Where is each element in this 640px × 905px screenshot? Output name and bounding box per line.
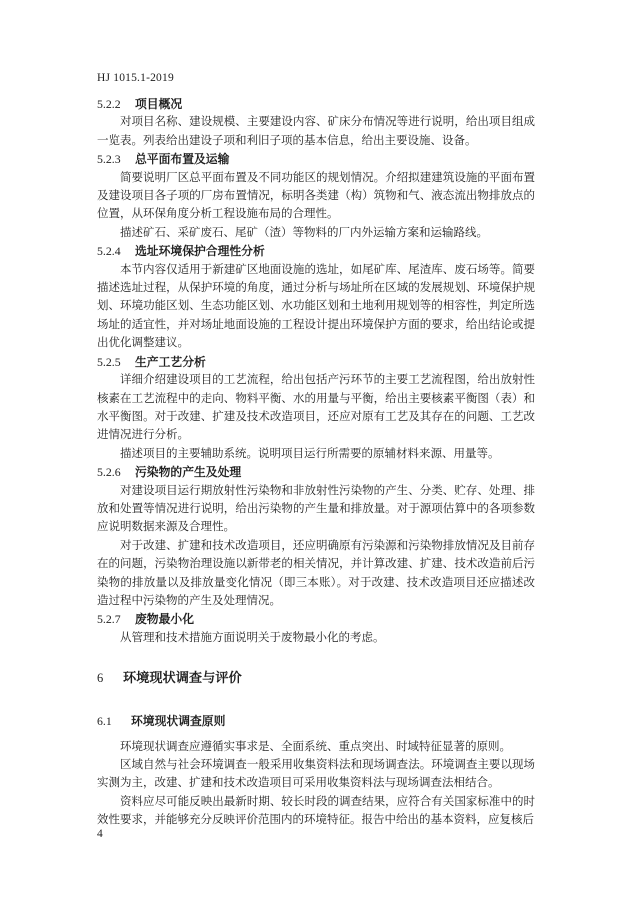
section-title: 选址环境保护合理性分析 <box>135 244 265 259</box>
paragraph: 对项目名称、建设规模、主要建设内容、矿床分布情况等进行说明，给出项目组成一览表。列表给出建设子项和利旧子项的基本信息，给出主要设施、设备。 <box>97 116 535 147</box>
section-number: 6 <box>97 671 104 686</box>
paragraph: 对于改建、扩建和技术改造项目，还应明确原有污染源和污染物排放情况及目前存在的问题，污染物治理设施以新带老的相关情况，并计算改建、扩建、技术改造前后污染物的排放量以及排放量变化情况（即三本账）。对于改建、技术改造项目还应描述改造过程中污染物的产生及处理情况。 <box>97 539 535 607</box>
document-body <box>97 95 535 830</box>
section-number: 5.2.4 <box>97 244 121 259</box>
section-number: 5.2.7 <box>97 612 121 627</box>
paragraph: 详细介绍建设项目的工艺流程，给出包括产污环节的主要工艺流程图，给出放射性核素在工艺流程中的走向、物料平衡、水的用量与平衡，给出主要核素平衡图（表）和水平衡图。对于改建、扩建及技术改造项目，还应对原有工艺及其存在的问题、工艺改进情况进行分析。 <box>97 374 535 442</box>
section-title: 总平面布置及运输 <box>135 152 230 167</box>
paragraph: 描述项目的主要辅助系统。说明项目运行所需要的原辅材料来源、用量等。 <box>120 447 500 460</box>
section-number: 5.2.2 <box>97 97 121 111</box>
section-title: 环境现状调查与评价 <box>123 670 242 686</box>
paragraph: 资料应尽可能反映出最新时期、较长时段的调查结果，应符合有关国家标准中的时效性要求，并能够充分反映评价范围内的环境特征。报告中给出的基本资料，应复核后 <box>97 795 535 827</box>
section-heading-5-2-2 <box>97 95 535 113</box>
page-number: 4 <box>97 828 103 840</box>
paragraph: 环境现状调查应遵循实事求是、全面系统、重点突出、时域特征显著的原则。 <box>120 740 511 753</box>
paragraph: 描述矿石、采矿废石、尾矿（渣）等物料的厂内外运输方案和运输路线。 <box>120 226 488 239</box>
section-heading-5-2-5 <box>97 353 535 371</box>
section-number: 5.2.5 <box>97 354 121 369</box>
section-heading-6-1 <box>97 712 535 730</box>
section-title: 污染物的产生及处理 <box>135 465 242 480</box>
section-heading-5-2-4 <box>97 242 535 260</box>
section-number: 6.1 <box>97 714 112 729</box>
section-title: 废物最小化 <box>135 612 194 627</box>
document-code-header: HJ 1015.1-2019 <box>97 72 174 84</box>
paragraph: 区域自然与社会环境调查一般采用收集资料法和现场调查法。环境调查主要以现场实测为主，改建、扩建和技术改造项目可采用收集资料法与现场调查法相结合。 <box>97 759 535 790</box>
section-title: 生产工艺分析 <box>135 354 206 369</box>
section-title: 环境现状调查原则 <box>131 714 226 729</box>
section-heading-5-2-3 <box>97 150 535 168</box>
paragraph: 本节内容仅适用于新建矿区地面设施的选址，如尾矿库、尾渣库、废石场等。简要描述选址过程，从保护环境的角度，通过分析与场址所在区域的发展规划、环境保护规划、环境功能区划、生态功能区划、水功能区划和土地利用规划等的相容性，判定所选场址的适宜性，并对场址地面设施的工程设计提出环境保护方面的要求，给出结论或提出优化调整建议。 <box>97 263 535 350</box>
paragraph: 简要说明厂区总平面布置及不同功能区的规划情况。介绍拟建建筑设施的平面布置及建设项目各子项的厂房布置情况，标明各类建（构）筑物和气、液态流出物排放点的位置，从环保角度分析工程设施布局的合理性。 <box>97 171 535 221</box>
section-number: 5.2.3 <box>97 152 121 167</box>
paragraph: 对建设项目运行期放射性污染物和非放射性污染物的产生、分类、贮存、处理、排放和处置等情况进行说明，给出污染物的产生量和排放量。对于源项估算中的各项参数应说明数据来源及合理性。 <box>97 484 535 534</box>
section-heading-5-2-6 <box>97 463 535 481</box>
section-title: 项目概况 <box>135 97 183 111</box>
section-heading-5-2-7 <box>97 610 535 628</box>
section-number: 5.2.6 <box>97 465 121 480</box>
paragraph: 从管理和技术措施方面说明关于废物最小化的考虑。 <box>120 631 385 644</box>
section-heading-6 <box>97 668 535 688</box>
